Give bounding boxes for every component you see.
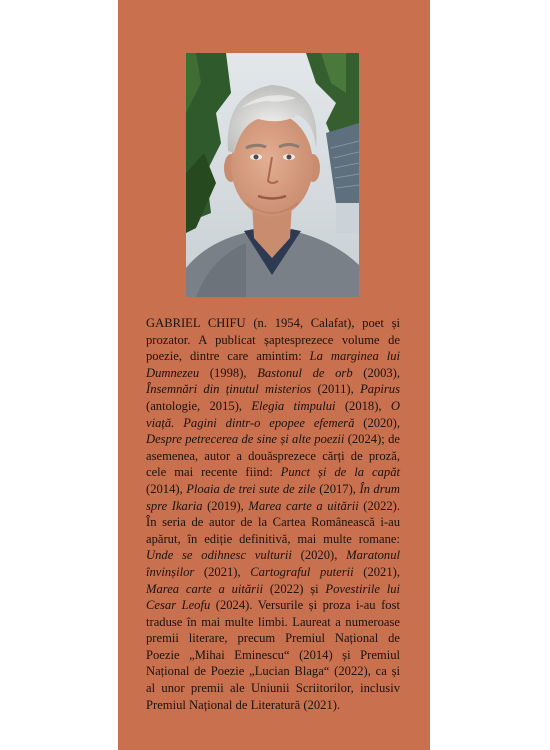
bio-title: Ploaia de trei sute de zile <box>186 481 316 496</box>
bio-segment: (1998), <box>199 365 258 380</box>
bio-title: Despre petrecerea de sine și alte poezii <box>146 432 345 447</box>
bio-title: Cartograful puterii <box>250 564 354 579</box>
author-biography <box>146 315 400 713</box>
bio-segment: (2018), <box>335 398 391 413</box>
bio-segment: (2021), <box>194 564 251 579</box>
author-portrait-photo <box>186 53 359 297</box>
bio-title: O viață. Pagini dintr-o epopee efemeră <box>146 398 400 430</box>
bio-title: Unde se odihnesc vulturii <box>146 548 292 563</box>
bio-title: Povestirile lui Cesar Leofu <box>146 581 401 613</box>
bio-title: Însemnări din ținutul misterios <box>146 382 312 397</box>
bio-segment: (2011), <box>311 382 361 397</box>
bio-title: Papirus <box>360 382 400 397</box>
bio-segment: GABRIEL CHIFU (n. 1954, Calafat), poet și prozator. A publicat șaptesprezece volume de poezie, dintre care amintim: <box>146 316 400 364</box>
bio-segment: (2020), <box>291 548 347 563</box>
bio-segment: (2017), <box>315 481 360 496</box>
bio-title: Marea carte a uitării <box>248 498 359 513</box>
bio-segment: (2014), <box>146 481 187 496</box>
bio-title: Maratonul învinșilor <box>146 548 400 579</box>
bio-title: În drum spre Ikaria <box>146 481 400 513</box>
bio-segment: (2022) și <box>263 581 326 596</box>
bio-title: Bastonul de orb <box>257 365 353 380</box>
bio-title: Marea carte a uitării <box>146 581 264 596</box>
bio-title: La marginea lui Dumnezeu <box>146 349 400 380</box>
bio-segment: (2022). În seria de autor de la Cartea Românească i-au apărut, în ediție definitivă, mai multe romane: <box>146 498 401 546</box>
bio-title: Elegia timpului <box>251 398 336 413</box>
bio-segment: (2020), <box>354 415 400 430</box>
bio-segment: (2019), <box>202 498 249 513</box>
bio-segment: (2024); de asemenea, autor a douăsprezece cărți de proză, cele mai recente fiind: <box>146 432 400 480</box>
bio-segment: (2024). Versurile și proza i-au fost traduse în mai multe limbi. Laureat a numeroase premii literare, precum Premiul Național de Poezie „Mihai Eminescu“ (2014) și Premiul Național de Poezie „Lucian Blaga“ (2022), ca și al unor premii ale Uniunii Scriitorilor, inclusiv Premiul Național de Literatură (2021). <box>146 598 400 712</box>
bio-segment: (antologie, 2015), <box>146 398 252 413</box>
bio-segment: (2021), <box>353 564 400 579</box>
bio-segment: (2003), <box>352 365 401 380</box>
bio-title: Punct și de la capăt <box>280 465 400 480</box>
